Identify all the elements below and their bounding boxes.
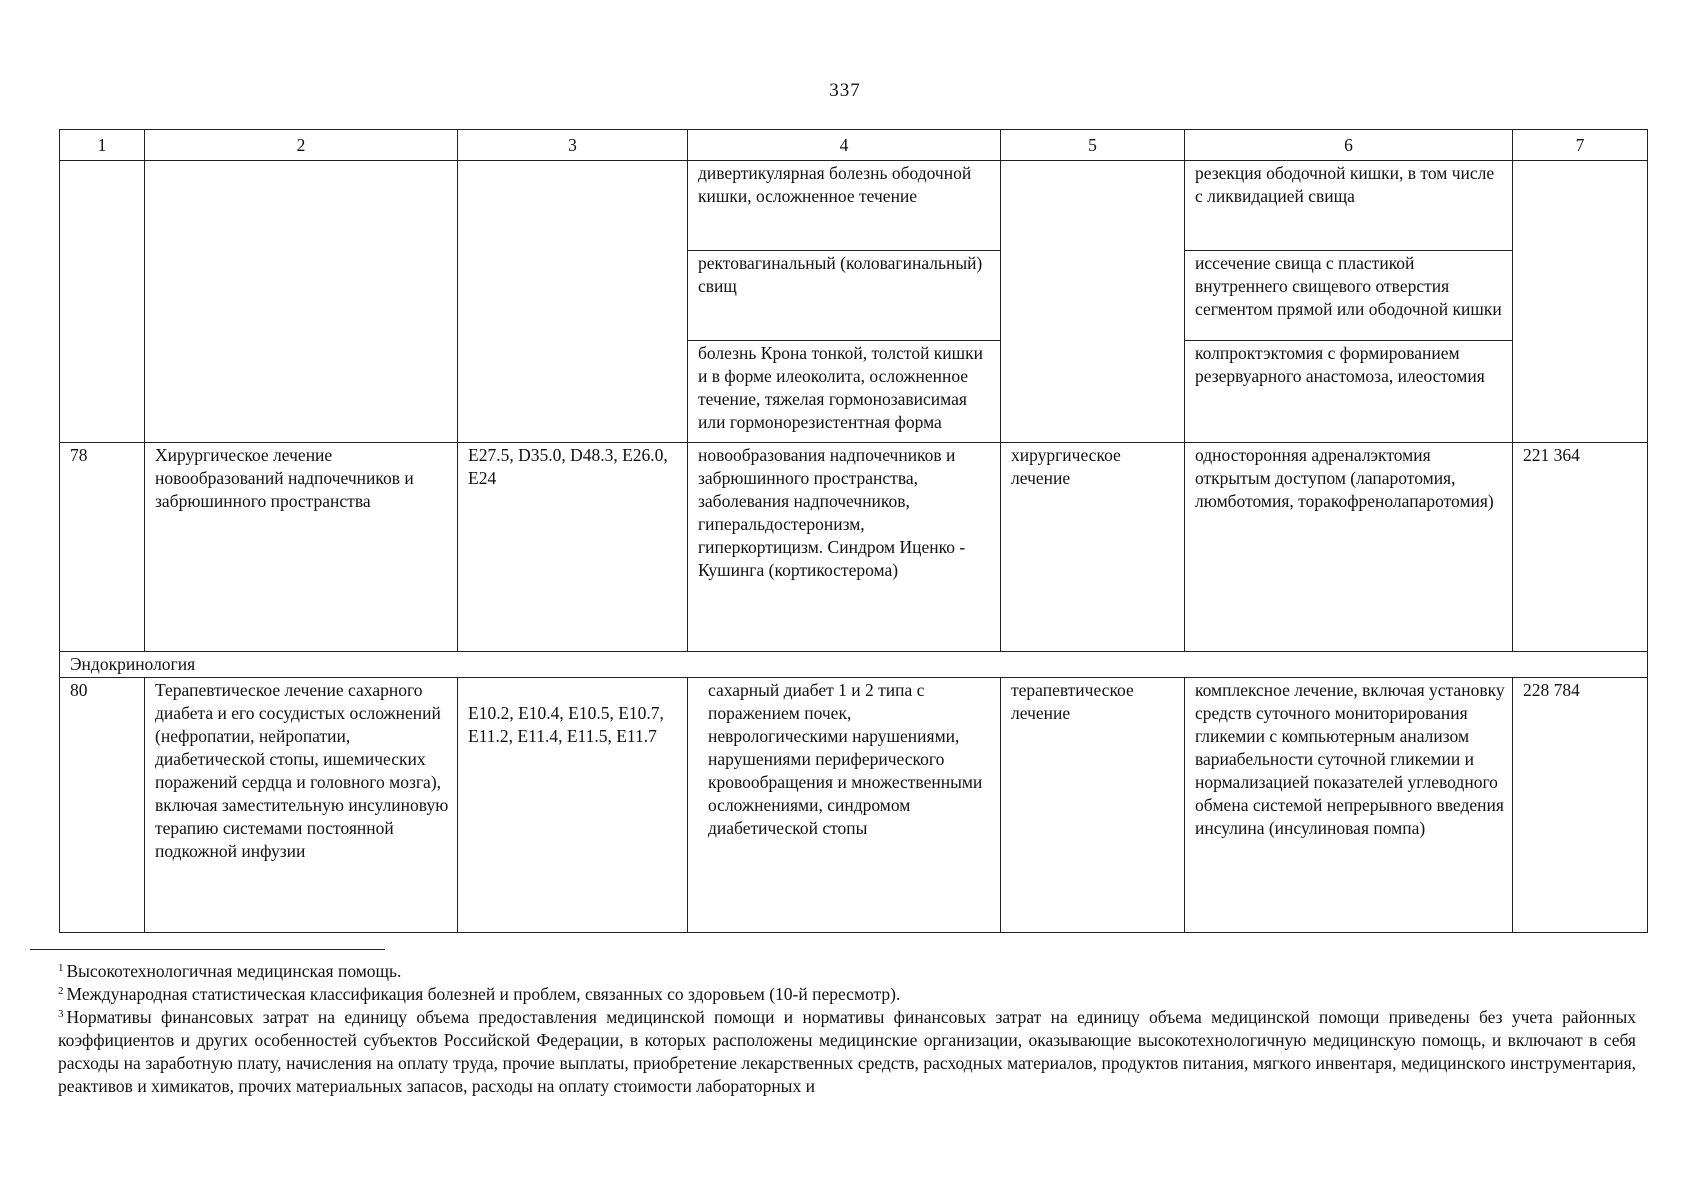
icd-codes: E27.5, D35.0, D48.3, E26.0, E24: [458, 443, 688, 652]
diagnosis-cell: сахарный диабет 1 и 2 типа с поражением почек, неврологическими нарушениями, нарушениями периферического кровообращения и множественными осложнениями, синдромом диабетической стопы: [688, 678, 1001, 933]
footnote-text: Международная статистическая классификация болезней и проблем, связанных со здоровьем (10-й пересмотр).: [66, 984, 901, 1004]
care-type-name: Хирургическое лечение новообразований надпочечников и забрюшинного пространства: [145, 443, 458, 652]
footnote-mark: 1: [58, 962, 64, 974]
table-row-80: [60, 678, 1648, 933]
care-type-name: Терапевтическое лечение сахарного диабета и его сосудистых осложнений (нефропатии, нейропатии, диабетической стопы, ишемических поражений сердца и головного мозга), включая заместительную инсулиновую терапию системами постоянной подкожной инфузии: [145, 678, 458, 933]
row-number: 80: [60, 678, 145, 933]
method-cell: односторонняя адреналэктомия открытым доступом (лапаротомия, люмботомия, торакофренолапаротомия): [1185, 443, 1513, 652]
empty-cell: [60, 161, 145, 443]
method-cell: колпроктэктомия с формированием резервуарного анастомоза, илеостомия: [1185, 341, 1513, 443]
row-number: 78: [60, 443, 145, 652]
footnote-mark: 3: [58, 1008, 64, 1020]
footnote-divider: [30, 949, 385, 950]
treatment-type: терапевтическое лечение: [1001, 678, 1185, 933]
diagnosis-cell: новообразования надпочечников и забрюшинного пространства, заболевания надпочечников, гиперальдостеронизм, гиперкортицизм. Синдром Иценко - Кушинга (кортикостерома): [688, 443, 1001, 652]
section-heading-row: [60, 652, 1648, 678]
column-number-7: 7: [1513, 130, 1648, 161]
footnote-text: Нормативы финансовых затрат на единицу объема предоставления медицинской помощи и нормативы финансовых затрат на единицу объема медицинской помощи приведены без учета районных коэффициентов и других особенностей субъектов Российской Федерации, в которых расположены медицинские организации, оказывающие высокотехнологичную медицинскую помощь, и включают в себя расходы на заработную плату, начисления на оплату труда, прочие выплаты, приобретение лекарственных средств, расходных материалов, продуктов питания, мягкого инвентаря, медицинского инструментария, реактивов и химикатов, прочих материальных запасов, расходы на оплату стоимости лабораторных и: [58, 1007, 1636, 1096]
empty-cell: [1001, 161, 1185, 443]
empty-cell: [458, 161, 688, 443]
page-number: 337: [829, 80, 861, 101]
diagnosis-cell: дивертикулярная болезнь ободочной кишки, осложненное течение: [688, 161, 1001, 251]
cost-cell: 221 364: [1513, 443, 1648, 652]
empty-cell: [145, 161, 458, 443]
footnote-mark: 2: [58, 985, 64, 997]
medical-care-table: [59, 129, 1648, 933]
column-number-1: 1: [60, 130, 145, 161]
cost-cell: 228 784: [1513, 678, 1648, 933]
table-row-78: [60, 443, 1648, 652]
method-cell: иссечение свища с пластикой внутреннего свищевого отверстия сегментом прямой или ободочной кишки: [1185, 251, 1513, 341]
icd-codes: E10.2, E10.4, E10.5, E10.7, E11.2, E11.4, E11.5, E11.7: [458, 678, 688, 933]
column-number-4: 4: [688, 130, 1001, 161]
table-row: [60, 161, 1648, 251]
column-number-6: 6: [1185, 130, 1513, 161]
column-number-5: 5: [1001, 130, 1185, 161]
column-number-3: 3: [458, 130, 688, 161]
diagnosis-cell: болезнь Крона тонкой, толстой кишки и в форме илеоколита, осложненное течение, тяжелая гормонозависимая или гормонорезистентная форма: [688, 341, 1001, 443]
method-cell: резекция ободочной кишки, в том числе с ликвидацией свища: [1185, 161, 1513, 251]
footnote-text: Высокотехнологичная медицинская помощь.: [66, 961, 402, 981]
empty-cell: [1513, 161, 1648, 443]
method-cell: комплексное лечение, включая установку средств суточного мониторирования гликемии с компьютерным анализом вариабельности суточной гликемии и нормализацией показателей углеводного обмена системой непрерывного введения инсулина (инсулиновая помпа): [1185, 678, 1513, 933]
diagnosis-cell: ректовагинальный (коловагинальный) свищ: [688, 251, 1001, 341]
footnote-3: [58, 1006, 1636, 1098]
footnotes: [58, 960, 1636, 1098]
footnote-2: [58, 983, 1636, 1006]
table-header-row: [60, 130, 1648, 161]
footnote-1: [58, 960, 1636, 983]
section-title: Эндокринология: [60, 652, 1648, 678]
treatment-type: хирургическое лечение: [1001, 443, 1185, 652]
column-number-2: 2: [145, 130, 458, 161]
